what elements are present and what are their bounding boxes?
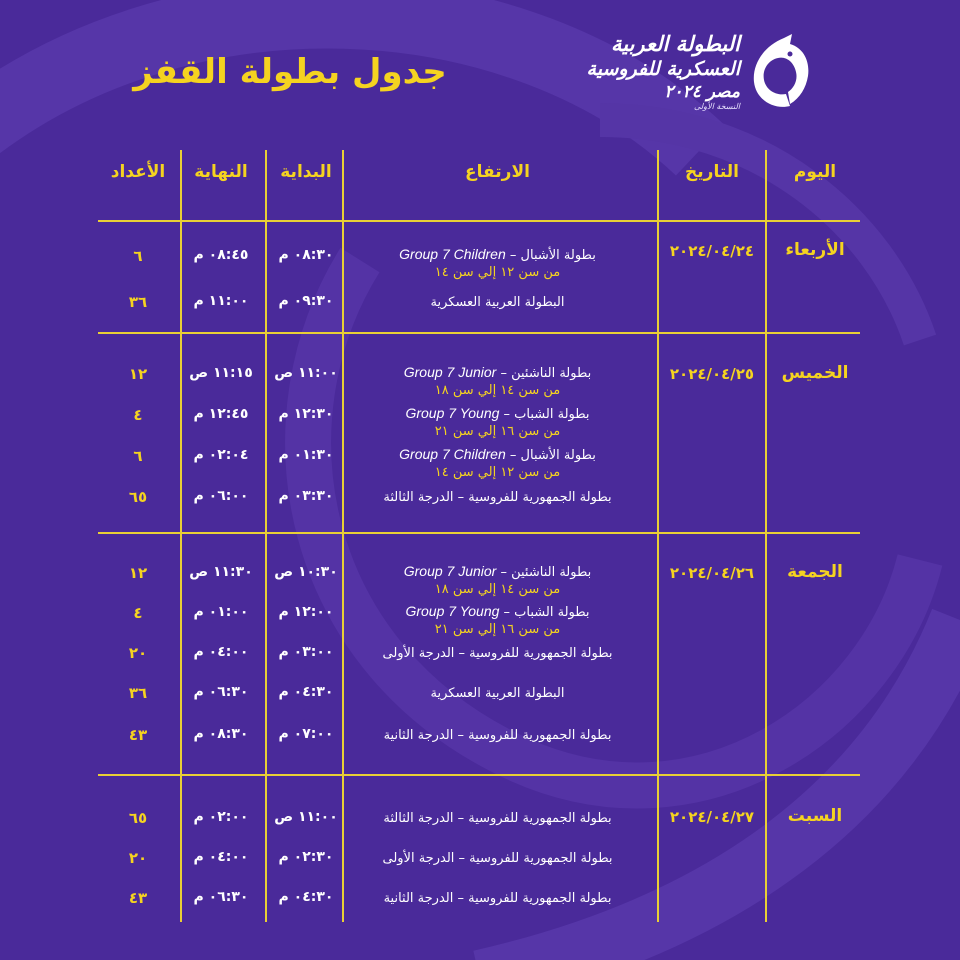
count-value: ٢٠ <box>128 644 148 662</box>
start-time: ٠٢:٣٠ م <box>278 849 334 865</box>
logo-line-2: العسكرية للفروسية <box>586 58 740 80</box>
day-label: الأربعاء <box>785 240 845 260</box>
event-name: بطولة الناشئين <box>511 565 592 580</box>
event-line <box>345 645 650 662</box>
event-cell <box>345 294 650 311</box>
start-time: ١٠:٣٠ ص <box>274 564 338 580</box>
event-line <box>345 850 650 867</box>
event-age-range: من سن ١٢ إلي سن ١٤ <box>434 265 561 280</box>
row-divider <box>98 774 860 776</box>
event-line <box>345 294 650 311</box>
event-name: بطولة الأشبال <box>520 448 596 463</box>
page-title: جدول بطولة القفز <box>133 52 447 92</box>
header-level: الارتفاع <box>465 162 530 182</box>
tournament-logo <box>570 26 815 116</box>
event-name: بطولة الجمهورية للفروسية – الدرجة الثانية <box>383 891 612 906</box>
event-cell <box>345 603 650 638</box>
count-value: ٤٣ <box>128 726 148 744</box>
end-time: ٠٢:٠٤ م <box>193 447 249 463</box>
end-time: ٠٦:٠٠ م <box>193 488 249 504</box>
event-group: Group 7 Junior <box>403 364 497 380</box>
event-age-range: من سن ١٤ إلي سن ١٨ <box>434 383 561 398</box>
start-time: ١١:٠٠ ص <box>274 809 338 825</box>
event-line <box>345 685 650 702</box>
event-name: البطولة العربية العسكرية <box>430 295 565 310</box>
end-time: ٠٦:٣٠ م <box>193 684 249 700</box>
event-group: Group 7 Children <box>399 446 506 462</box>
start-time: ٠٣:٠٠ م <box>278 644 334 660</box>
event-name: بطولة الجمهورية للفروسية – الدرجة الثالثة <box>383 490 612 505</box>
header-day: اليوم <box>793 162 837 182</box>
day-label: الخميس <box>781 363 849 383</box>
column-divider <box>180 150 182 922</box>
event-separator: – <box>496 565 512 580</box>
count-value: ٤ <box>133 604 143 622</box>
date-label: ٢٠٢٤/٠٤/٢٤ <box>669 242 755 260</box>
column-divider <box>342 150 344 922</box>
event-cell <box>345 685 650 702</box>
event-separator: – <box>499 407 515 422</box>
count-value: ٣٦ <box>128 684 148 702</box>
event-line <box>345 364 650 382</box>
count-value: ٦ <box>133 447 143 465</box>
event-line <box>345 727 650 744</box>
event-line <box>345 405 650 423</box>
event-cell <box>345 489 650 506</box>
header-date: التاريخ <box>685 162 739 182</box>
event-cell <box>345 364 650 399</box>
event-cell <box>345 446 650 481</box>
event-name: بطولة الشباب <box>514 407 590 422</box>
event-age-range: من سن ١٦ إلي سن ٢١ <box>434 424 561 439</box>
count-value: ٣٦ <box>128 293 148 311</box>
event-age-range: من سن ١٤ إلي سن ١٨ <box>434 582 561 597</box>
count-value: ٦٥ <box>128 488 148 506</box>
event-cell <box>345 727 650 744</box>
row-divider <box>98 332 860 334</box>
header-end: النهاية <box>194 162 248 182</box>
event-age-range: من سن ١٢ إلي سن ١٤ <box>434 465 561 480</box>
count-value: ٢٠ <box>128 849 148 867</box>
row-divider <box>98 220 860 222</box>
end-time: ١١:٣٠ ص <box>189 564 253 580</box>
event-cell <box>345 563 650 598</box>
event-line <box>345 890 650 907</box>
event-name: بطولة الجمهورية للفروسية – الدرجة الأولى <box>382 851 613 866</box>
start-time: ٠٩:٣٠ م <box>278 293 334 309</box>
count-value: ١٢ <box>128 365 148 383</box>
event-name: البطولة العربية العسكرية <box>430 686 565 701</box>
column-divider <box>765 150 767 922</box>
event-cell <box>345 810 650 827</box>
end-time: ٠٢:٠٠ م <box>193 809 249 825</box>
event-name: بطولة الناشئين <box>511 366 592 381</box>
start-time: ٠٧:٠٠ م <box>278 726 334 742</box>
date-label: ٢٠٢٤/٠٤/٢٦ <box>669 564 755 582</box>
event-cell <box>345 850 650 867</box>
logo-line-1: البطولة العربية <box>610 32 740 56</box>
event-group: Group 7 Young <box>405 603 500 619</box>
start-time: ٠١:٣٠ م <box>278 447 334 463</box>
event-name: بطولة الشباب <box>514 605 590 620</box>
row-divider <box>98 532 860 534</box>
event-group: Group 7 Junior <box>403 563 497 579</box>
end-time: ١١:١٥ ص <box>189 365 253 381</box>
event-cell <box>345 645 650 662</box>
event-line <box>345 246 650 264</box>
start-time: ٠٤:٣٠ م <box>278 684 334 700</box>
start-time: ٠٤:٣٠ م <box>278 889 334 905</box>
header-count: الأعداد <box>110 162 166 182</box>
end-time: ٠١:٠٠ م <box>193 604 249 620</box>
day-label: الجمعة <box>787 562 843 582</box>
event-line <box>345 810 650 827</box>
logo-line-4: النسخة الأولى <box>694 102 740 111</box>
start-time: ١٢:٠٠ م <box>278 604 334 620</box>
end-time: ٠٨:٣٠ م <box>193 726 249 742</box>
end-time: ١٢:٤٥ م <box>193 406 249 422</box>
event-line <box>345 489 650 506</box>
event-group: Group 7 Children <box>399 246 506 262</box>
header-start: البداية <box>280 162 332 182</box>
event-cell <box>345 246 650 281</box>
start-time: ٠٣:٣٠ م <box>278 488 334 504</box>
logo-line-3: مصر ٢٠٢٤ <box>664 82 740 102</box>
event-name: بطولة الجمهورية للفروسية – الدرجة الثالثة <box>383 811 612 826</box>
event-age-range: من سن ١٦ إلي سن ٢١ <box>434 622 561 637</box>
event-line <box>345 563 650 581</box>
event-line <box>345 603 650 621</box>
column-divider <box>265 150 267 922</box>
date-label: ٢٠٢٤/٠٤/٢٥ <box>669 365 755 383</box>
count-value: ١٢ <box>128 564 148 582</box>
start-time: ١١:٠٠ ص <box>274 365 338 381</box>
event-separator: – <box>505 448 521 463</box>
end-time: ٠٨:٤٥ م <box>193 247 249 263</box>
date-label: ٢٠٢٤/٠٤/٢٧ <box>669 808 755 826</box>
event-separator: – <box>505 248 521 263</box>
end-time: ٠٦:٣٠ م <box>193 889 249 905</box>
event-name: بطولة الجمهورية للفروسية – الدرجة الثانية <box>383 728 612 743</box>
event-group: Group 7 Young <box>405 405 500 421</box>
event-separator: – <box>499 605 515 620</box>
day-label: السبت <box>787 806 843 826</box>
event-name: بطولة الأشبال <box>520 248 596 263</box>
count-value: ٦ <box>133 247 143 265</box>
event-name: بطولة الجمهورية للفروسية – الدرجة الأولى <box>382 646 613 661</box>
count-value: ٤ <box>133 406 143 424</box>
end-time: ١١:٠٠ م <box>193 293 249 309</box>
horse-head-icon <box>750 32 814 116</box>
event-line <box>345 446 650 464</box>
event-cell <box>345 890 650 907</box>
count-value: ٤٣ <box>128 889 148 907</box>
event-separator: – <box>496 366 512 381</box>
event-cell <box>345 405 650 440</box>
start-time: ٠٨:٣٠ م <box>278 247 334 263</box>
end-time: ٠٤:٠٠ م <box>193 849 249 865</box>
start-time: ١٢:٣٠ م <box>278 406 334 422</box>
count-value: ٦٥ <box>128 809 148 827</box>
end-time: ٠٤:٠٠ م <box>193 644 249 660</box>
column-divider <box>657 150 659 922</box>
